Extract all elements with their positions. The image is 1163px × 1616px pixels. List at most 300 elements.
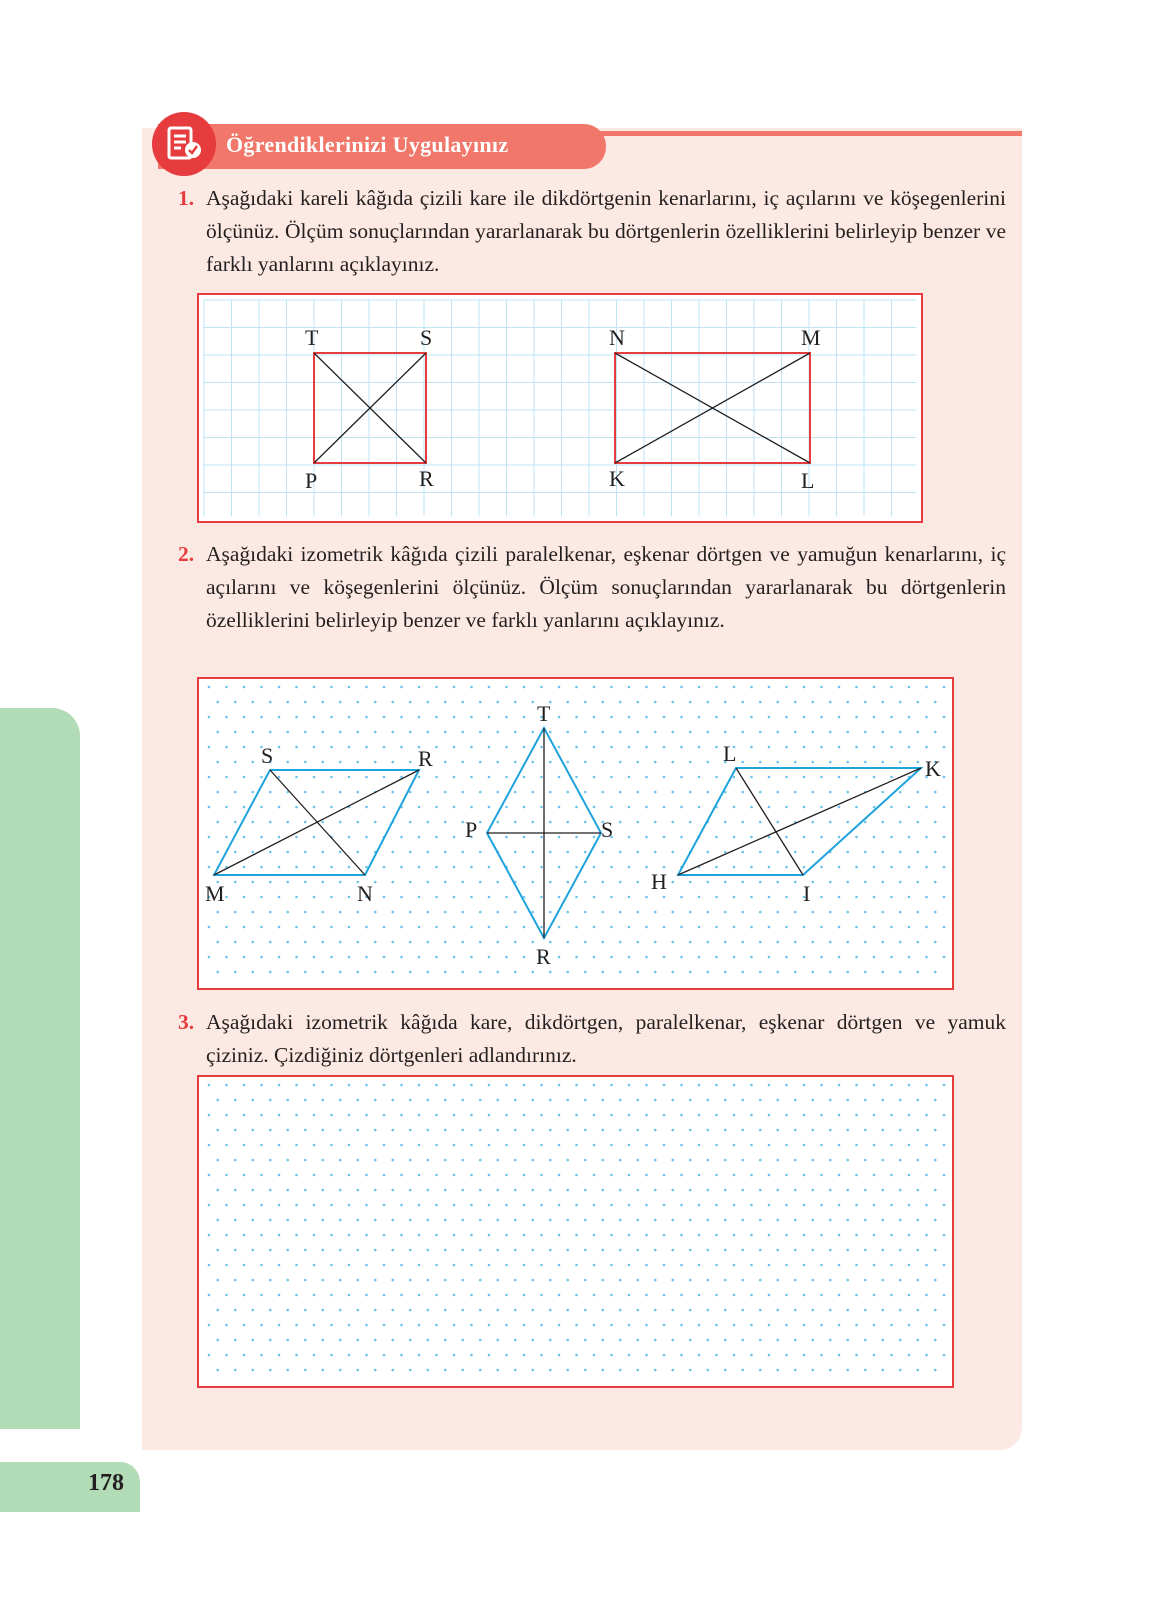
iso-dot	[479, 1279, 482, 1282]
iso-dot	[496, 1219, 499, 1222]
iso-dot	[636, 1159, 639, 1162]
iso-dot	[208, 956, 211, 959]
iso-dot	[523, 806, 526, 809]
iso-dot	[426, 1309, 429, 1312]
iso-dot	[890, 1114, 893, 1117]
iso-dot	[601, 1189, 604, 1192]
iso-dot	[216, 1339, 219, 1342]
iso-dot	[549, 881, 552, 884]
vertex-label: M	[205, 881, 225, 906]
iso-dot	[750, 716, 753, 719]
iso-dot	[566, 731, 569, 734]
iso-dot	[829, 941, 832, 944]
iso-dot	[715, 1354, 718, 1357]
iso-dot	[785, 836, 788, 839]
iso-dot	[663, 686, 666, 689]
iso-dot	[251, 1279, 254, 1282]
iso-dot	[619, 821, 622, 824]
iso-dot	[706, 791, 709, 794]
iso-dot	[251, 1309, 254, 1312]
iso-dot	[636, 1339, 639, 1342]
iso-dot	[768, 1084, 771, 1087]
iso-dot	[706, 881, 709, 884]
iso-dot	[566, 881, 569, 884]
iso-dot	[785, 1294, 788, 1297]
iso-dot	[208, 776, 211, 779]
iso-dot	[890, 716, 893, 719]
iso-dot	[269, 1129, 272, 1132]
iso-dot	[286, 971, 289, 974]
iso-dot	[593, 716, 596, 719]
iso-dot	[330, 1084, 333, 1087]
iso-dot	[698, 1204, 701, 1207]
iso-dot	[794, 1249, 797, 1252]
iso-dot	[794, 731, 797, 734]
iso-dot	[523, 836, 526, 839]
iso-dot	[908, 926, 911, 929]
iso-dot	[636, 881, 639, 884]
iso-dot	[365, 1324, 368, 1327]
iso-dot	[671, 851, 674, 854]
iso-dot	[444, 1369, 447, 1372]
iso-dot	[733, 1174, 736, 1177]
iso-dot	[479, 821, 482, 824]
iso-dot	[444, 1159, 447, 1162]
iso-dot	[733, 776, 736, 779]
iso-dot	[654, 791, 657, 794]
empty-isometric-paper[interactable]	[197, 1075, 954, 1388]
iso-dot	[444, 1249, 447, 1252]
iso-dot	[286, 941, 289, 944]
iso-dot	[514, 701, 517, 704]
iso-dot	[943, 1264, 946, 1267]
iso-dot	[680, 956, 683, 959]
iso-dot	[470, 776, 473, 779]
iso-dot	[269, 1099, 272, 1102]
iso-dot	[505, 1084, 508, 1087]
iso-dot	[645, 896, 648, 899]
iso-dot	[409, 761, 412, 764]
iso-dot	[304, 1369, 307, 1372]
iso-dot	[855, 746, 858, 749]
iso-dot	[838, 806, 841, 809]
iso-dot	[768, 806, 771, 809]
iso-dot	[881, 1129, 884, 1132]
iso-dot	[348, 716, 351, 719]
iso-dot	[444, 1279, 447, 1282]
iso-dot	[698, 896, 701, 899]
iso-dot	[741, 941, 744, 944]
iso-dot	[549, 1369, 552, 1372]
iso-dot	[654, 821, 657, 824]
iso-dot	[330, 926, 333, 929]
iso-dot	[514, 911, 517, 914]
iso-dot	[208, 1174, 211, 1177]
iso-dot	[391, 1279, 394, 1282]
iso-dot	[488, 746, 491, 749]
iso-dot	[566, 1279, 569, 1282]
iso-dot	[715, 1114, 718, 1117]
iso-dot	[698, 926, 701, 929]
iso-dot	[356, 1279, 359, 1282]
iso-dot	[733, 1264, 736, 1267]
iso-dot	[575, 1144, 578, 1147]
iso-dot	[925, 866, 928, 869]
iso-dot	[470, 956, 473, 959]
iso-dot	[269, 701, 272, 704]
iso-dot	[348, 1324, 351, 1327]
iso-dot	[768, 1324, 771, 1327]
iso-dot	[391, 1219, 394, 1222]
iso-dot	[225, 1204, 228, 1207]
iso-dot	[356, 1189, 359, 1192]
iso-dot	[846, 971, 849, 974]
iso-dot	[348, 1144, 351, 1147]
iso-dot	[488, 1264, 491, 1267]
iso-dot	[741, 1249, 744, 1252]
iso-dot	[584, 1339, 587, 1342]
iso-dot	[225, 926, 228, 929]
iso-dot	[741, 1159, 744, 1162]
iso-dot	[916, 761, 919, 764]
iso-dot	[785, 806, 788, 809]
iso-dot	[514, 1249, 517, 1252]
iso-dot	[304, 1249, 307, 1252]
iso-dot	[418, 1294, 421, 1297]
iso-dot	[838, 866, 841, 869]
iso-dot	[540, 1084, 543, 1087]
iso-dot	[601, 971, 604, 974]
iso-dot	[470, 1204, 473, 1207]
iso-dot	[566, 941, 569, 944]
iso-dot	[846, 821, 849, 824]
iso-dot	[566, 1219, 569, 1222]
iso-dot	[750, 1114, 753, 1117]
iso-dot	[838, 1294, 841, 1297]
iso-dot	[383, 1144, 386, 1147]
iso-dot	[216, 941, 219, 944]
isometric-drawing-area[interactable]	[199, 1077, 952, 1386]
iso-dot	[750, 806, 753, 809]
vertex-label: N	[609, 325, 625, 350]
iso-dot	[628, 956, 631, 959]
iso-dot	[549, 851, 552, 854]
iso-dot	[269, 881, 272, 884]
iso-dot	[671, 1189, 674, 1192]
iso-dot	[523, 1204, 526, 1207]
iso-dot	[339, 731, 342, 734]
iso-dot	[846, 1129, 849, 1132]
iso-dot	[934, 911, 937, 914]
iso-dot	[733, 896, 736, 899]
iso-dot	[496, 1309, 499, 1312]
iso-dot	[496, 1159, 499, 1162]
iso-dot	[881, 1159, 884, 1162]
iso-dot	[461, 701, 464, 704]
iso-dot	[523, 1324, 526, 1327]
iso-dot	[776, 1219, 779, 1222]
iso-dot	[916, 1129, 919, 1132]
iso-dot	[453, 1324, 456, 1327]
iso-dot	[488, 1144, 491, 1147]
iso-dot	[654, 911, 657, 914]
iso-dot	[549, 1339, 552, 1342]
iso-dot	[243, 686, 246, 689]
iso-dot	[934, 1369, 937, 1372]
iso-dot	[741, 1189, 744, 1192]
iso-dot	[899, 971, 902, 974]
iso-dot	[628, 1234, 631, 1237]
iso-dot	[558, 926, 561, 929]
iso-dot	[225, 956, 228, 959]
iso-dot	[811, 1129, 814, 1132]
iso-dot	[444, 1129, 447, 1132]
iso-dot	[505, 1264, 508, 1267]
iso-dot	[768, 836, 771, 839]
iso-dot	[881, 1339, 884, 1342]
iso-dot	[811, 971, 814, 974]
iso-dot	[689, 1339, 692, 1342]
iso-dot	[925, 836, 928, 839]
iso-dot	[803, 1324, 806, 1327]
parallelogram-diagonal	[214, 770, 419, 875]
iso-dot	[593, 1144, 596, 1147]
iso-dot	[566, 911, 569, 914]
iso-dot	[943, 1174, 946, 1177]
iso-dot	[759, 821, 762, 824]
iso-dot	[566, 971, 569, 974]
iso-dot	[286, 851, 289, 854]
iso-dot	[671, 1099, 674, 1102]
iso-dot	[356, 1129, 359, 1132]
iso-dot	[243, 1294, 246, 1297]
iso-dot	[610, 1174, 613, 1177]
iso-dot	[260, 1144, 263, 1147]
iso-dot	[619, 1159, 622, 1162]
iso-dot	[820, 1264, 823, 1267]
iso-dot	[234, 791, 237, 794]
iso-dot	[260, 956, 263, 959]
iso-dot	[628, 1114, 631, 1117]
iso-dot	[864, 851, 867, 854]
iso-dot	[496, 1189, 499, 1192]
iso-dot	[295, 1324, 298, 1327]
iso-dot	[733, 926, 736, 929]
iso-dot	[785, 686, 788, 689]
iso-dot	[934, 701, 937, 704]
iso-dot	[916, 701, 919, 704]
iso-dot	[321, 1369, 324, 1372]
iso-dot	[216, 1249, 219, 1252]
iso-dot	[873, 1174, 876, 1177]
iso-dot	[855, 1324, 858, 1327]
iso-dot	[435, 776, 438, 779]
iso-dot	[356, 1339, 359, 1342]
iso-dot	[409, 881, 412, 884]
iso-dot	[374, 1129, 377, 1132]
question-number: 1.	[178, 186, 195, 210]
iso-dot	[715, 776, 718, 779]
iso-dot	[295, 716, 298, 719]
iso-dot	[584, 881, 587, 884]
iso-dot	[654, 941, 657, 944]
iso-dot	[269, 851, 272, 854]
iso-dot	[689, 791, 692, 794]
iso-dot	[794, 1339, 797, 1342]
iso-dot	[864, 911, 867, 914]
iso-dot	[313, 1294, 316, 1297]
iso-dot	[741, 791, 744, 794]
iso-dot	[890, 1294, 893, 1297]
iso-dot	[943, 1204, 946, 1207]
iso-dot	[444, 701, 447, 704]
iso-dot	[374, 1339, 377, 1342]
iso-dot	[374, 821, 377, 824]
iso-dot	[313, 1204, 316, 1207]
iso-dot	[453, 1174, 456, 1177]
iso-dot	[470, 926, 473, 929]
iso-dot	[698, 1294, 701, 1297]
iso-dot	[645, 1204, 648, 1207]
iso-dot	[794, 1129, 797, 1132]
iso-dot	[943, 896, 946, 899]
iso-dot	[383, 1234, 386, 1237]
iso-dot	[461, 911, 464, 914]
iso-dot	[750, 1084, 753, 1087]
iso-dot	[698, 1324, 701, 1327]
iso-dot	[785, 1204, 788, 1207]
iso-dot	[855, 776, 858, 779]
iso-dot	[400, 1114, 403, 1117]
iso-dot	[356, 1369, 359, 1372]
iso-dot	[698, 746, 701, 749]
iso-dot	[409, 911, 412, 914]
iso-dot	[339, 821, 342, 824]
iso-dot	[505, 1234, 508, 1237]
iso-dot	[811, 1249, 814, 1252]
iso-dot	[278, 686, 281, 689]
iso-dot	[426, 971, 429, 974]
iso-dot	[610, 956, 613, 959]
iso-dot	[234, 1159, 237, 1162]
iso-dot	[759, 911, 762, 914]
iso-dot	[321, 1339, 324, 1342]
iso-dot	[864, 1189, 867, 1192]
iso-dot	[706, 1129, 709, 1132]
iso-dot	[925, 896, 928, 899]
iso-dot	[374, 1249, 377, 1252]
iso-dot	[619, 731, 622, 734]
iso-dot	[400, 1204, 403, 1207]
iso-dot	[514, 1099, 517, 1102]
iso-dot	[418, 716, 421, 719]
iso-dot	[216, 1159, 219, 1162]
iso-dot	[750, 1144, 753, 1147]
iso-dot	[260, 776, 263, 779]
iso-dot	[426, 1369, 429, 1372]
iso-dot	[820, 776, 823, 779]
iso-dot	[645, 1174, 648, 1177]
iso-dot	[908, 1084, 911, 1087]
iso-dot	[628, 1294, 631, 1297]
iso-dot	[811, 1099, 814, 1102]
iso-dot	[523, 1294, 526, 1297]
iso-dot	[811, 1369, 814, 1372]
iso-dot	[698, 1354, 701, 1357]
iso-dot	[741, 1129, 744, 1132]
iso-dot	[881, 881, 884, 884]
iso-dot	[540, 746, 543, 749]
iso-dot	[873, 866, 876, 869]
iso-dot	[496, 911, 499, 914]
iso-dot	[549, 911, 552, 914]
iso-dot	[794, 881, 797, 884]
iso-dot	[365, 956, 368, 959]
iso-dot	[610, 926, 613, 929]
iso-dot	[278, 746, 281, 749]
iso-dot	[680, 926, 683, 929]
iso-dot	[418, 866, 421, 869]
iso-dot	[558, 1354, 561, 1357]
iso-dot	[628, 896, 631, 899]
iso-dot	[260, 686, 263, 689]
iso-dot	[654, 1219, 657, 1222]
iso-dot	[680, 1204, 683, 1207]
iso-dot	[925, 1324, 928, 1327]
iso-dot	[251, 1189, 254, 1192]
iso-dot	[654, 1369, 657, 1372]
iso-dot	[356, 941, 359, 944]
iso-dot	[829, 821, 832, 824]
iso-dot	[934, 1249, 937, 1252]
iso-dot	[321, 791, 324, 794]
iso-dot	[549, 1099, 552, 1102]
iso-dot	[304, 731, 307, 734]
iso-dot	[776, 941, 779, 944]
iso-dot	[286, 821, 289, 824]
iso-dot	[243, 836, 246, 839]
iso-dot	[558, 1294, 561, 1297]
iso-dot	[453, 1114, 456, 1117]
iso-dot	[260, 806, 263, 809]
iso-dot	[391, 1099, 394, 1102]
iso-dot	[916, 1189, 919, 1192]
iso-dot	[225, 686, 228, 689]
iso-dot	[838, 716, 841, 719]
iso-dot	[540, 806, 543, 809]
iso-dot	[619, 761, 622, 764]
iso-dot	[348, 1084, 351, 1087]
iso-dot	[488, 1234, 491, 1237]
iso-dot	[890, 1354, 893, 1357]
iso-dot	[348, 686, 351, 689]
iso-dot	[321, 911, 324, 914]
iso-dot	[488, 806, 491, 809]
iso-dot	[391, 971, 394, 974]
iso-dot	[838, 1264, 841, 1267]
iso-dot	[610, 1204, 613, 1207]
iso-dot	[488, 1324, 491, 1327]
iso-dot	[418, 1264, 421, 1267]
iso-dot	[461, 1189, 464, 1192]
iso-dot	[803, 1204, 806, 1207]
iso-dot	[846, 941, 849, 944]
iso-dot	[558, 896, 561, 899]
iso-dot	[558, 1264, 561, 1267]
iso-dot	[706, 1279, 709, 1282]
iso-dot	[278, 956, 281, 959]
iso-dot	[418, 1204, 421, 1207]
